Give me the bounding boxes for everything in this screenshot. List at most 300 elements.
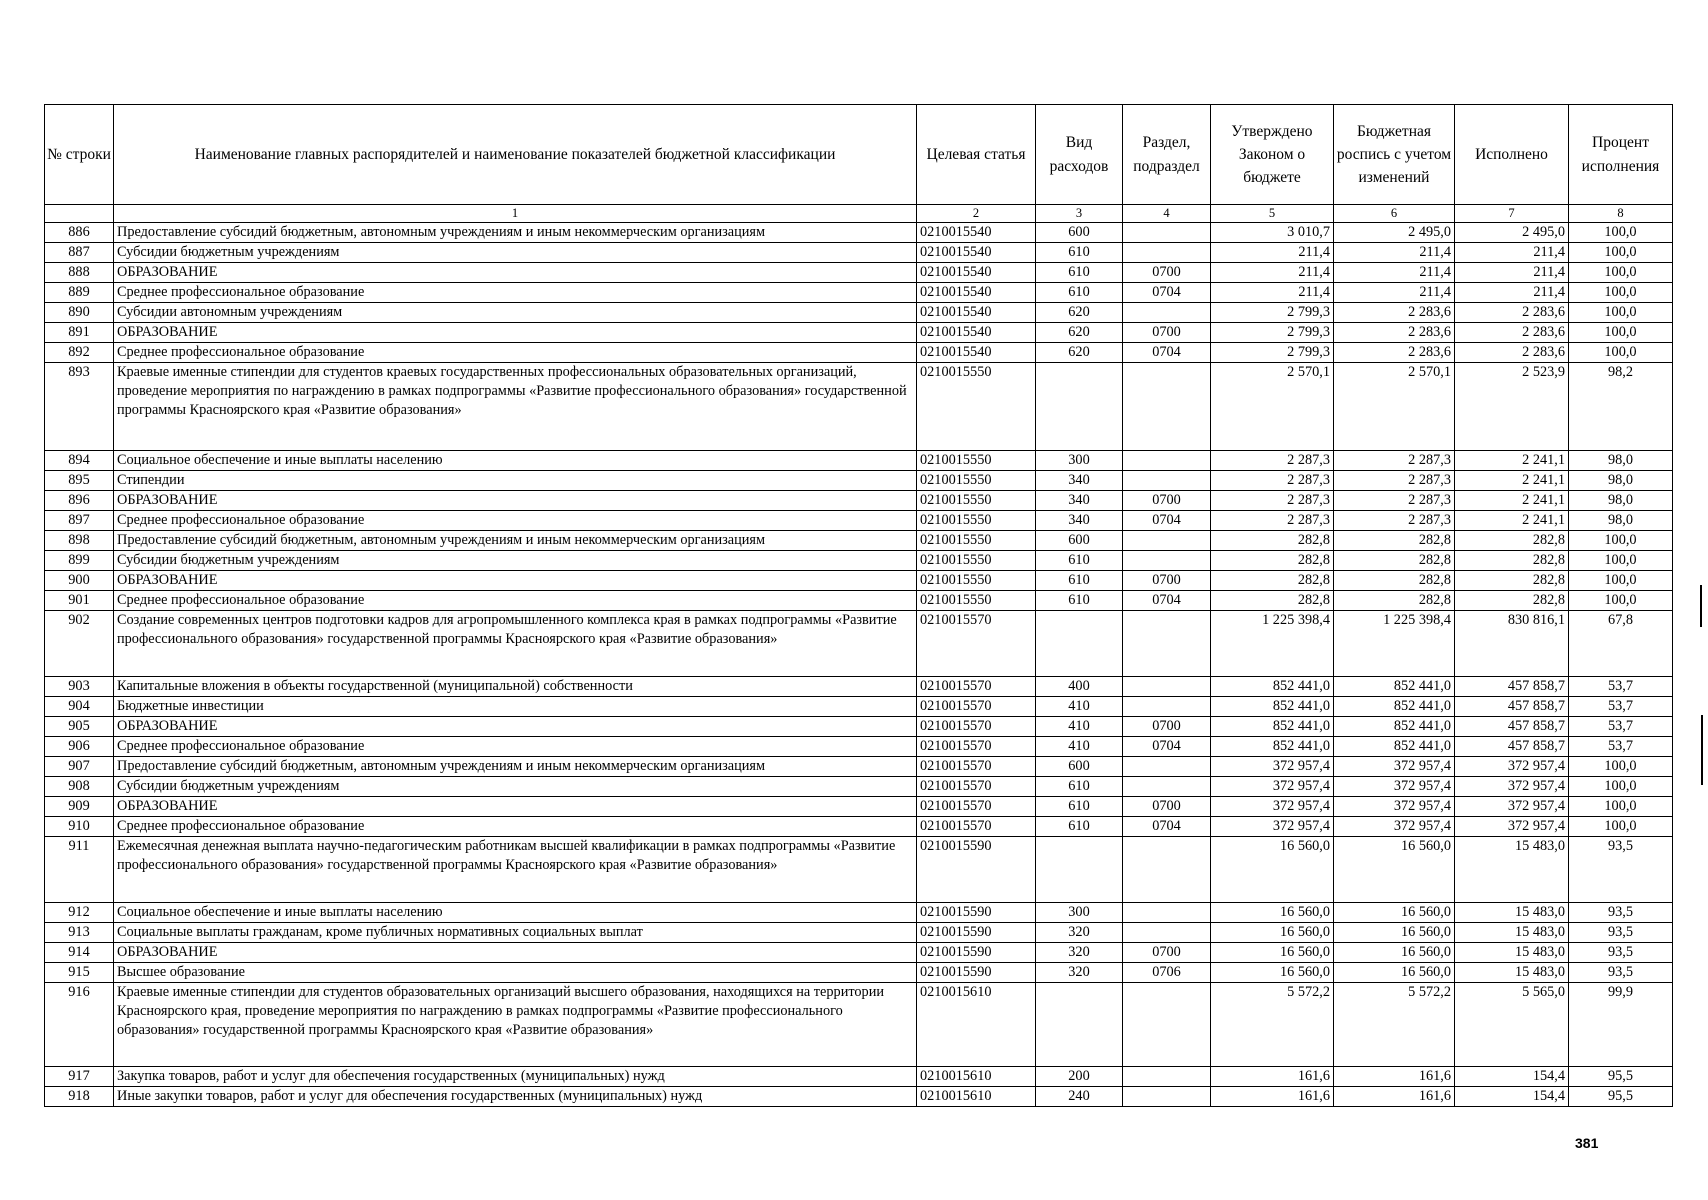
table-row — [45, 903, 1673, 923]
row-section — [1123, 243, 1211, 263]
row-budget-list: 16 560,0 — [1334, 903, 1455, 923]
row-number: 898 — [45, 531, 114, 551]
row-section — [1123, 923, 1211, 943]
row-expense-type: 410 — [1036, 697, 1123, 717]
row-target-article: 0210015550 — [917, 551, 1036, 571]
table-row — [45, 757, 1673, 777]
row-target-article: 0210015590 — [917, 903, 1036, 923]
row-expense-type: 410 — [1036, 737, 1123, 757]
row-target-article: 0210015610 — [917, 1067, 1036, 1087]
row-expense-type — [1036, 363, 1123, 451]
row-approved: 2 287,3 — [1211, 471, 1334, 491]
row-section: 0706 — [1123, 963, 1211, 983]
row-percent: 95,5 — [1569, 1067, 1673, 1087]
table-row — [45, 923, 1673, 943]
row-approved: 282,8 — [1211, 571, 1334, 591]
row-section — [1123, 697, 1211, 717]
row-number: 893 — [45, 363, 114, 451]
row-budget-list: 2 287,3 — [1334, 471, 1455, 491]
header-expense-type: Вид расходов — [1036, 105, 1123, 205]
row-executed: 282,8 — [1455, 591, 1569, 611]
row-budget-list: 852 441,0 — [1334, 717, 1455, 737]
row-percent: 100,0 — [1569, 263, 1673, 283]
row-name: Социальные выплаты гражданам, кроме публичных нормативных социальных выплат — [114, 923, 917, 943]
row-budget-list: 372 957,4 — [1334, 797, 1455, 817]
column-number: 5 — [1211, 205, 1334, 223]
row-section — [1123, 551, 1211, 571]
row-percent: 98,0 — [1569, 511, 1673, 531]
row-budget-list: 16 560,0 — [1334, 923, 1455, 943]
table-row — [45, 451, 1673, 471]
row-number: 906 — [45, 737, 114, 757]
row-target-article: 0210015540 — [917, 303, 1036, 323]
row-target-article: 0210015610 — [917, 983, 1036, 1067]
row-approved: 16 560,0 — [1211, 923, 1334, 943]
row-target-article: 0210015570 — [917, 797, 1036, 817]
row-name: Закупка товаров, работ и услуг для обеспечения государственных (муниципальных) нужд — [114, 1067, 917, 1087]
row-name: ОБРАЗОВАНИЕ — [114, 943, 917, 963]
row-approved: 211,4 — [1211, 243, 1334, 263]
header-approved: Утверждено Законом о бюджете — [1211, 105, 1334, 205]
row-executed: 5 565,0 — [1455, 983, 1569, 1067]
table-row — [45, 777, 1673, 797]
row-section — [1123, 611, 1211, 677]
row-budget-list: 2 287,3 — [1334, 511, 1455, 531]
row-name: Высшее образование — [114, 963, 917, 983]
table-row — [45, 983, 1673, 1067]
row-section: 0700 — [1123, 571, 1211, 591]
row-approved: 2 287,3 — [1211, 451, 1334, 471]
row-approved: 282,8 — [1211, 551, 1334, 571]
row-expense-type: 340 — [1036, 471, 1123, 491]
row-name: Среднее профессиональное образование — [114, 283, 917, 303]
row-number: 897 — [45, 511, 114, 531]
row-name: ОБРАЗОВАНИЕ — [114, 263, 917, 283]
row-name: Предоставление субсидий бюджетным, автономным учреждениям и иным некоммерческим организациям — [114, 223, 917, 243]
row-approved: 1 225 398,4 — [1211, 611, 1334, 677]
row-expense-type: 600 — [1036, 531, 1123, 551]
row-executed: 282,8 — [1455, 571, 1569, 591]
row-name: Краевые именные стипендии для студентов образовательных организаций высшего образования, находящихся на территории Красноярского края, проведение мероприятия по награждению в рамках подпрограммы «Развитие профессионального образования» государственной программы Красноярского края «Развитие образования» — [114, 983, 917, 1067]
row-expense-type: 400 — [1036, 677, 1123, 697]
row-executed: 2 241,1 — [1455, 491, 1569, 511]
table-row — [45, 571, 1673, 591]
row-percent: 93,5 — [1569, 943, 1673, 963]
row-number: 907 — [45, 757, 114, 777]
row-section: 0704 — [1123, 511, 1211, 531]
row-budget-list: 2 283,6 — [1334, 323, 1455, 343]
table-row — [45, 511, 1673, 531]
row-percent: 100,0 — [1569, 551, 1673, 571]
row-approved: 852 441,0 — [1211, 737, 1334, 757]
row-section: 0700 — [1123, 323, 1211, 343]
row-approved: 5 572,2 — [1211, 983, 1334, 1067]
row-executed: 2 495,0 — [1455, 223, 1569, 243]
row-percent: 98,0 — [1569, 451, 1673, 471]
header-budget-list: Бюджетная роспись с учетом изменений — [1334, 105, 1455, 205]
row-target-article: 0210015540 — [917, 243, 1036, 263]
row-executed: 2 283,6 — [1455, 303, 1569, 323]
row-target-article: 0210015550 — [917, 591, 1036, 611]
row-number: 912 — [45, 903, 114, 923]
table-row — [45, 797, 1673, 817]
row-percent: 98,2 — [1569, 363, 1673, 451]
row-name: Краевые именные стипендии для студентов краевых государственных профессиональных образовательных организаций, проведение мероприятия по награждению в рамках подпрограммы «Развитие профессионального образования» государственной программы Красноярского края «Развитие образования» — [114, 363, 917, 451]
row-budget-list: 2 287,3 — [1334, 491, 1455, 511]
row-name: Иные закупки товаров, работ и услуг для обеспечения государственных (муниципальных) нужд — [114, 1087, 917, 1107]
row-target-article: 0210015590 — [917, 837, 1036, 903]
row-name: Среднее профессиональное образование — [114, 511, 917, 531]
row-number: 914 — [45, 943, 114, 963]
row-section: 0700 — [1123, 943, 1211, 963]
column-number: 1 — [114, 205, 917, 223]
row-executed: 457 858,7 — [1455, 677, 1569, 697]
row-name: Ежемесячная денежная выплата научно-педагогическим работникам высшей квалификации в рамках подпрограммы «Развитие профессионального образования» государственной программы Красноярского края «Развитие образования» — [114, 837, 917, 903]
row-budget-list: 2 283,6 — [1334, 343, 1455, 363]
row-budget-list: 5 572,2 — [1334, 983, 1455, 1067]
row-executed: 2 241,1 — [1455, 511, 1569, 531]
row-target-article: 0210015550 — [917, 511, 1036, 531]
row-percent: 53,7 — [1569, 677, 1673, 697]
table-row — [45, 223, 1673, 243]
row-name: ОБРАЗОВАНИЕ — [114, 717, 917, 737]
row-executed: 2 241,1 — [1455, 451, 1569, 471]
row-target-article: 0210015550 — [917, 491, 1036, 511]
row-name: Субсидии автономным учреждениям — [114, 303, 917, 323]
row-name: Капитальные вложения в объекты государственной (муниципальной) собственности — [114, 677, 917, 697]
row-name: Субсидии бюджетным учреждениям — [114, 551, 917, 571]
row-target-article: 0210015570 — [917, 697, 1036, 717]
row-percent: 53,7 — [1569, 697, 1673, 717]
row-number: 911 — [45, 837, 114, 903]
row-section: 0704 — [1123, 737, 1211, 757]
table-row — [45, 963, 1673, 983]
table-row — [45, 717, 1673, 737]
header-target-article: Целевая статья — [917, 105, 1036, 205]
row-expense-type: 600 — [1036, 757, 1123, 777]
row-executed: 2 283,6 — [1455, 323, 1569, 343]
row-budget-list: 852 441,0 — [1334, 677, 1455, 697]
row-name: Среднее профессиональное образование — [114, 591, 917, 611]
row-approved: 372 957,4 — [1211, 817, 1334, 837]
row-target-article: 0210015540 — [917, 323, 1036, 343]
row-budget-list: 16 560,0 — [1334, 963, 1455, 983]
row-executed: 282,8 — [1455, 531, 1569, 551]
row-expense-type: 610 — [1036, 591, 1123, 611]
table-row — [45, 303, 1673, 323]
row-approved: 282,8 — [1211, 531, 1334, 551]
row-expense-type: 610 — [1036, 243, 1123, 263]
row-percent: 93,5 — [1569, 963, 1673, 983]
row-approved: 161,6 — [1211, 1067, 1334, 1087]
row-budget-list: 16 560,0 — [1334, 943, 1455, 963]
row-percent: 93,5 — [1569, 923, 1673, 943]
row-expense-type: 610 — [1036, 777, 1123, 797]
row-section: 0704 — [1123, 283, 1211, 303]
row-number: 888 — [45, 263, 114, 283]
row-approved: 211,4 — [1211, 263, 1334, 283]
row-approved: 2 799,3 — [1211, 323, 1334, 343]
table-row — [45, 551, 1673, 571]
row-approved: 852 441,0 — [1211, 697, 1334, 717]
row-target-article: 0210015550 — [917, 531, 1036, 551]
column-number-blank — [45, 205, 114, 223]
row-executed: 154,4 — [1455, 1087, 1569, 1107]
row-section — [1123, 451, 1211, 471]
row-percent: 100,0 — [1569, 777, 1673, 797]
row-approved: 161,6 — [1211, 1087, 1334, 1107]
row-target-article: 0210015590 — [917, 943, 1036, 963]
row-budget-list: 1 225 398,4 — [1334, 611, 1455, 677]
row-name: ОБРАЗОВАНИЕ — [114, 491, 917, 511]
table-row — [45, 343, 1673, 363]
row-approved: 282,8 — [1211, 591, 1334, 611]
row-number: 908 — [45, 777, 114, 797]
row-expense-type: 610 — [1036, 571, 1123, 591]
row-approved: 372 957,4 — [1211, 757, 1334, 777]
row-percent: 53,7 — [1569, 717, 1673, 737]
row-percent: 100,0 — [1569, 243, 1673, 263]
row-budget-list: 852 441,0 — [1334, 697, 1455, 717]
table-body — [45, 223, 1673, 1107]
row-number: 896 — [45, 491, 114, 511]
row-number: 916 — [45, 983, 114, 1067]
row-expense-type — [1036, 837, 1123, 903]
row-target-article: 0210015550 — [917, 471, 1036, 491]
row-executed: 15 483,0 — [1455, 923, 1569, 943]
table-row — [45, 837, 1673, 903]
row-budget-list: 282,8 — [1334, 551, 1455, 571]
row-name: Субсидии бюджетным учреждениям — [114, 243, 917, 263]
row-expense-type — [1036, 611, 1123, 677]
header-section: Раздел, подраздел — [1123, 105, 1211, 205]
table-row — [45, 531, 1673, 551]
row-name: Среднее профессиональное образование — [114, 343, 917, 363]
table-row — [45, 611, 1673, 677]
header-executed: Исполнено — [1455, 105, 1569, 205]
row-approved: 852 441,0 — [1211, 677, 1334, 697]
row-approved: 2 799,3 — [1211, 343, 1334, 363]
row-executed: 372 957,4 — [1455, 777, 1569, 797]
row-executed: 15 483,0 — [1455, 837, 1569, 903]
row-expense-type: 240 — [1036, 1087, 1123, 1107]
table-row — [45, 363, 1673, 451]
row-number: 894 — [45, 451, 114, 471]
row-section — [1123, 363, 1211, 451]
row-target-article: 0210015590 — [917, 923, 1036, 943]
table-row — [45, 817, 1673, 837]
row-section — [1123, 531, 1211, 551]
row-number: 899 — [45, 551, 114, 571]
scan-edge-mark — [1701, 715, 1703, 785]
row-executed: 457 858,7 — [1455, 697, 1569, 717]
table-row — [45, 263, 1673, 283]
row-percent: 100,0 — [1569, 323, 1673, 343]
row-budget-list: 161,6 — [1334, 1087, 1455, 1107]
column-number: 2 — [917, 205, 1036, 223]
table-row — [45, 1087, 1673, 1107]
column-number: 6 — [1334, 205, 1455, 223]
row-number: 904 — [45, 697, 114, 717]
row-executed: 457 858,7 — [1455, 737, 1569, 757]
row-target-article: 0210015590 — [917, 963, 1036, 983]
row-budget-list: 16 560,0 — [1334, 837, 1455, 903]
row-number: 887 — [45, 243, 114, 263]
row-expense-type: 300 — [1036, 451, 1123, 471]
table-row — [45, 1067, 1673, 1087]
row-approved: 16 560,0 — [1211, 837, 1334, 903]
row-budget-list: 372 957,4 — [1334, 777, 1455, 797]
row-executed: 282,8 — [1455, 551, 1569, 571]
row-executed: 15 483,0 — [1455, 903, 1569, 923]
row-expense-type: 320 — [1036, 963, 1123, 983]
row-section — [1123, 223, 1211, 243]
row-expense-type: 610 — [1036, 551, 1123, 571]
row-number: 901 — [45, 591, 114, 611]
row-percent: 99,9 — [1569, 983, 1673, 1067]
row-section — [1123, 757, 1211, 777]
row-expense-type — [1036, 983, 1123, 1067]
row-target-article: 0210015550 — [917, 363, 1036, 451]
row-section — [1123, 837, 1211, 903]
row-executed: 372 957,4 — [1455, 797, 1569, 817]
row-expense-type: 340 — [1036, 511, 1123, 531]
row-expense-type: 620 — [1036, 343, 1123, 363]
row-section — [1123, 677, 1211, 697]
row-percent: 100,0 — [1569, 283, 1673, 303]
row-percent: 98,0 — [1569, 471, 1673, 491]
row-approved: 2 799,3 — [1211, 303, 1334, 323]
row-name: Стипендии — [114, 471, 917, 491]
row-percent: 100,0 — [1569, 223, 1673, 243]
row-budget-list: 211,4 — [1334, 283, 1455, 303]
row-expense-type: 610 — [1036, 797, 1123, 817]
row-percent: 100,0 — [1569, 591, 1673, 611]
row-approved: 2 287,3 — [1211, 491, 1334, 511]
row-number: 891 — [45, 323, 114, 343]
row-target-article: 0210015550 — [917, 571, 1036, 591]
row-executed: 211,4 — [1455, 243, 1569, 263]
row-section — [1123, 1087, 1211, 1107]
row-executed: 372 957,4 — [1455, 757, 1569, 777]
row-name: Предоставление субсидий бюджетным, автономным учреждениям и иным некоммерческим организациям — [114, 531, 917, 551]
row-name: Социальное обеспечение и иные выплаты населению — [114, 903, 917, 923]
row-percent: 100,0 — [1569, 343, 1673, 363]
row-budget-list: 2 287,3 — [1334, 451, 1455, 471]
row-expense-type: 320 — [1036, 923, 1123, 943]
table-row — [45, 243, 1673, 263]
row-number: 905 — [45, 717, 114, 737]
row-section — [1123, 903, 1211, 923]
row-expense-type: 610 — [1036, 817, 1123, 837]
row-budget-list: 372 957,4 — [1334, 817, 1455, 837]
row-budget-list: 852 441,0 — [1334, 737, 1455, 757]
row-name: Среднее профессиональное образование — [114, 817, 917, 837]
row-section: 0700 — [1123, 491, 1211, 511]
row-name: Создание современных центров подготовки кадров для агропромышленного комплекса края в рамках подпрограммы «Развитие профессионального образования» государственной программы Красноярского края «Развитие образования» — [114, 611, 917, 677]
row-target-article: 0210015570 — [917, 817, 1036, 837]
row-executed: 154,4 — [1455, 1067, 1569, 1087]
table-row — [45, 283, 1673, 303]
row-section — [1123, 303, 1211, 323]
row-name: ОБРАЗОВАНИЕ — [114, 797, 917, 817]
row-name: Социальное обеспечение и иные выплаты населению — [114, 451, 917, 471]
row-target-article: 0210015550 — [917, 451, 1036, 471]
row-target-article: 0210015610 — [917, 1087, 1036, 1107]
row-percent: 98,0 — [1569, 491, 1673, 511]
row-percent: 100,0 — [1569, 531, 1673, 551]
row-executed: 15 483,0 — [1455, 943, 1569, 963]
row-percent: 100,0 — [1569, 571, 1673, 591]
table-row — [45, 943, 1673, 963]
header-percent: Процент исполнения — [1569, 105, 1673, 205]
row-percent: 100,0 — [1569, 757, 1673, 777]
row-number: 910 — [45, 817, 114, 837]
row-number: 915 — [45, 963, 114, 983]
row-percent: 93,5 — [1569, 903, 1673, 923]
row-number: 913 — [45, 923, 114, 943]
row-executed: 2 523,9 — [1455, 363, 1569, 451]
row-number: 902 — [45, 611, 114, 677]
row-section — [1123, 777, 1211, 797]
row-number: 900 — [45, 571, 114, 591]
table-row — [45, 737, 1673, 757]
row-number: 892 — [45, 343, 114, 363]
row-section: 0704 — [1123, 591, 1211, 611]
row-approved: 3 010,7 — [1211, 223, 1334, 243]
row-number: 909 — [45, 797, 114, 817]
row-approved: 16 560,0 — [1211, 963, 1334, 983]
row-expense-type: 600 — [1036, 223, 1123, 243]
row-name: Бюджетные инвестиции — [114, 697, 917, 717]
row-budget-list: 372 957,4 — [1334, 757, 1455, 777]
row-percent: 93,5 — [1569, 837, 1673, 903]
table-row — [45, 471, 1673, 491]
row-number: 895 — [45, 471, 114, 491]
row-expense-type: 620 — [1036, 303, 1123, 323]
row-target-article: 0210015540 — [917, 223, 1036, 243]
budget-execution-table — [44, 104, 1673, 1107]
row-section: 0704 — [1123, 817, 1211, 837]
column-number: 4 — [1123, 205, 1211, 223]
header-name: Наименование главных распорядителей и наименование показателей бюджетной классификации — [114, 105, 917, 205]
row-name: Субсидии бюджетным учреждениям — [114, 777, 917, 797]
row-number: 890 — [45, 303, 114, 323]
row-approved: 2 570,1 — [1211, 363, 1334, 451]
column-number-row — [45, 205, 1673, 223]
table-row — [45, 491, 1673, 511]
row-approved: 211,4 — [1211, 283, 1334, 303]
table-row — [45, 323, 1673, 343]
column-number: 7 — [1455, 205, 1569, 223]
row-expense-type: 410 — [1036, 717, 1123, 737]
row-section: 0704 — [1123, 343, 1211, 363]
row-executed: 211,4 — [1455, 283, 1569, 303]
row-approved: 852 441,0 — [1211, 717, 1334, 737]
table-row — [45, 697, 1673, 717]
row-name: ОБРАЗОВАНИЕ — [114, 571, 917, 591]
row-number: 917 — [45, 1067, 114, 1087]
row-executed: 15 483,0 — [1455, 963, 1569, 983]
row-section: 0700 — [1123, 797, 1211, 817]
row-executed: 830 816,1 — [1455, 611, 1569, 677]
row-target-article: 0210015540 — [917, 263, 1036, 283]
row-expense-type: 320 — [1036, 943, 1123, 963]
row-expense-type: 340 — [1036, 491, 1123, 511]
row-number: 886 — [45, 223, 114, 243]
row-approved: 372 957,4 — [1211, 777, 1334, 797]
table-row — [45, 591, 1673, 611]
